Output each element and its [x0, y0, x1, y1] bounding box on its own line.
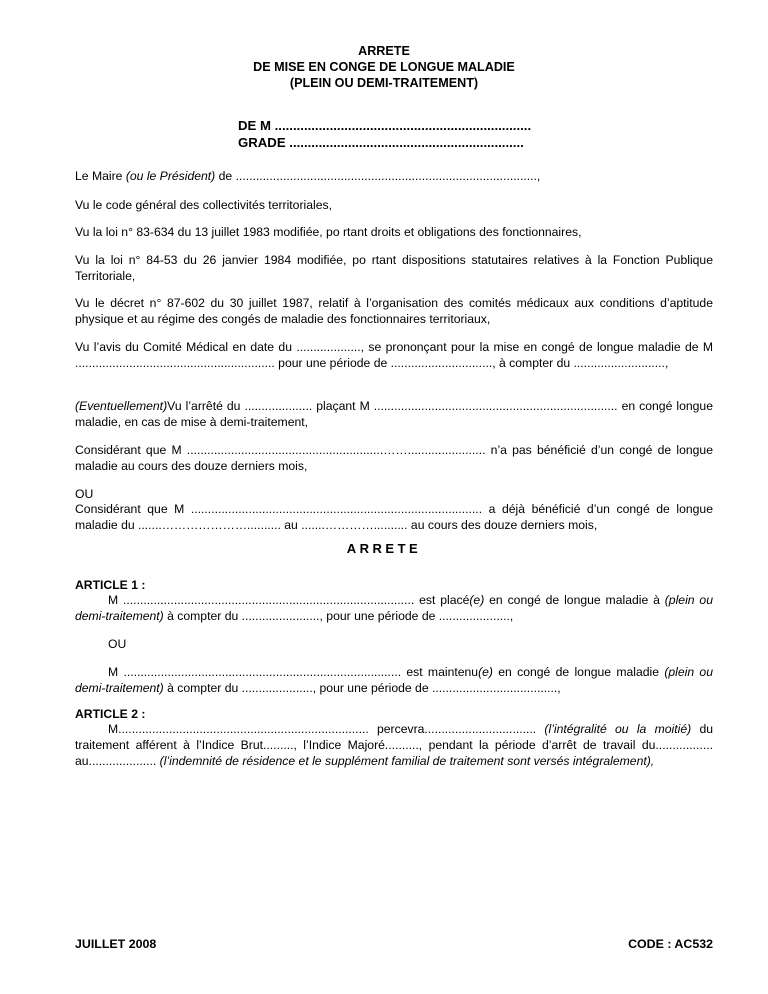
article-1-para-2-c: en congé de longue maladie [492, 665, 665, 679]
vu-decret: Vu le décret n° 87-602 du 30 juillet 1987, relatif à l’organisation des comités médicaux aux conditions d’aptitude physique et au régime des congés de maladie des fonctionnaires territoriaux, [75, 296, 713, 326]
maire-president-note: (ou le Président) [125, 169, 216, 183]
arrete-heading: ARRETE [346, 541, 422, 556]
title-line-1: ARRETE [358, 44, 410, 58]
vu-arrete-eventuel [75, 398, 713, 430]
article-2-para-c: du traitement afférent à l’Indice Brut........., l’Indice Majoré.........., pendant la période d’arrêt de travail du................. au.................... [75, 722, 713, 768]
article-1-para-2-rest: à compter du ....................., pour une période de ....................................., [163, 681, 561, 695]
article-1-para-2-e: (e) [478, 665, 493, 679]
vu-loi-1984: Vu la loi n° 84-53 du 26 janvier 1984 modifiée, po rtant dispositions statutaires relatives à la Fonction Publique Territoriale, [75, 253, 713, 283]
vu-arrete-text: Vu l’arrêté du .................... plaçant M ........................................................................ en congé longue maladie, en cas de mise à demi-traitement, [75, 399, 713, 429]
eventuellement-note: (Eventuellement) [75, 399, 168, 413]
article-2-para-indemnity: (l’indemnité de résidence et le supplément familial de traitement sont versés intégralement), [159, 754, 655, 768]
article-1-para-1-c: en congé de longue maladie à [484, 593, 665, 607]
article-1-para-1 [75, 592, 713, 624]
footer-date: JUILLET 2008 [75, 937, 157, 951]
vu-loi-1983: Vu la loi n° 83-634 du 13 juillet 1983 modifiée, po rtant droits et obligations des fonctionnaires, [75, 225, 582, 239]
article-1-para-2-treatment: (plein ou demi-traitement) [75, 665, 713, 695]
maire-text: Le Maire [75, 169, 126, 183]
article-1-para-1-a: M ...................................................................................... est placé [108, 593, 470, 607]
article-1-para-2 [75, 664, 713, 696]
title-line-2: DE MISE EN CONGE DE LONGUE MALADIE [253, 60, 515, 74]
considerant-1: Considérant que M ..........................................................……....................... n’a pas bénéficié d’un congé de longue maladie au cours des douze derniers mois, [75, 443, 713, 473]
article-2-para [75, 721, 713, 769]
article-2-para-portion: (l’intégralité ou la moitié) [544, 722, 692, 736]
vu-code: Vu le code général des collectivités territoriales, [75, 198, 332, 212]
article-1-para-1-treatment: (plein ou demi-traitement) [75, 593, 713, 623]
title-line-3: (PLEIN OU DEMI-TRAITEMENT) [289, 76, 479, 90]
article-1-para-1-e: (e) [469, 593, 485, 607]
vu-avis-comite: Vu l’avis du Comité Médical en date du ..................., se prononçant pour la mise en congé de longue maladie de M ........................................................... pour une période de .............................., à compter du ..........................., [75, 340, 713, 370]
article-1-ou: OU [108, 637, 127, 651]
recipient-grade-line: GRADE ................................................................ [238, 135, 524, 150]
article-1-para-2-a: M .................................................................................. est maintenu [108, 665, 479, 679]
maire-line [75, 168, 713, 184]
considerant-ou: OU [75, 487, 94, 501]
maire-de-line: de ........................................................................................., [215, 169, 541, 183]
recipient-name-line: DE M ...................................................................... [238, 118, 532, 133]
article-1-para-1-rest: à compter du ......................., pour une période de ....................., [163, 609, 514, 623]
article-2-title: ARTICLE 2 : [75, 707, 146, 721]
article-2-para-a: M.......................................................................... percevra................................. [108, 722, 545, 736]
article-1-title: ARTICLE 1 : [75, 578, 146, 592]
footer-code: CODE : AC532 [628, 937, 713, 951]
considerant-2: Considérant que M ...................................................................................... a déjà bénéficié d’un congé de longue maladie du .......………………….......... au .......………….......... au cours des douze derniers mois, [75, 502, 713, 532]
